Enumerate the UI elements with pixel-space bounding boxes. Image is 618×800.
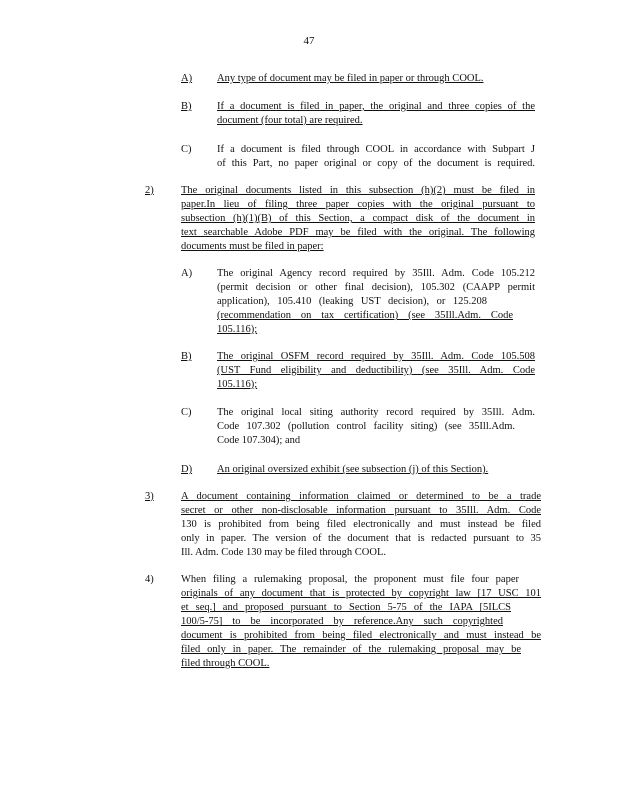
item-line: If a document is filed in paper, the original and three copies of the xyxy=(217,101,535,112)
item-line: et seq.] and proposed pursuant to Section 5-75 of the IAPA [5ILCS xyxy=(181,602,511,613)
list-item xyxy=(217,406,535,448)
item-label: A) xyxy=(181,268,193,279)
item-line: A document containing information claimed or determined to be a trade xyxy=(181,491,541,502)
item-label: 2) xyxy=(145,185,154,196)
item-line: of this Part, no paper original or copy of the document is required. xyxy=(217,158,535,169)
list-item xyxy=(217,350,535,392)
item-label: C) xyxy=(181,144,192,155)
item-label: D) xyxy=(181,464,193,475)
item-line: When filing a rulemaking proposal, the proponent must file four paper xyxy=(181,574,519,585)
item-label: A) xyxy=(181,73,193,84)
item-label: 4) xyxy=(145,574,154,585)
item-line: 105.116); xyxy=(217,324,258,335)
item-line: filed through COOL. xyxy=(181,658,270,669)
item-line: application), 105.410 (leaking UST decision), or 125.208 xyxy=(217,296,487,307)
item-line: (permit decision or other final decision), 105.302 (CAAPP permit xyxy=(217,282,535,293)
item-line: documents must be filed in paper: xyxy=(181,241,324,252)
list-item xyxy=(217,463,533,477)
item-line: document is prohibited from being filed electronically and must instead be xyxy=(181,630,541,641)
item-line: text searchable Adobe PDF may be filed with the original. The following xyxy=(181,227,535,238)
item-line: secret or other non-disclosable information pursuant to 35Ill. Adm. Code xyxy=(181,505,541,516)
item-line: originals of any document that is protected by copyright law [17 USC 101 xyxy=(181,588,541,599)
list-item xyxy=(181,490,541,560)
item-line: The original local siting authority record required by 35Ill. Adm. xyxy=(217,407,535,418)
list-item xyxy=(217,100,535,128)
item-line: 130 is prohibited from being filed electronically and must instead be filed xyxy=(181,519,541,530)
item-label: C) xyxy=(181,407,192,418)
item-label: B) xyxy=(181,351,192,362)
item-line: (recommendation on tax certification) (see 35Ill.Adm. Code xyxy=(217,310,513,321)
item-line: 105.116); xyxy=(217,379,258,390)
list-item xyxy=(181,573,541,671)
item-line: If a document is filed through COOL in accordance with Subpart J xyxy=(217,144,535,155)
item-line: The original documents listed in this subsection (h)(2) must be filed in xyxy=(181,185,535,196)
item-line: The original Agency record required by 35Ill. Adm. Code 105.212 xyxy=(217,268,535,279)
item-line: document (four total) are required. xyxy=(217,115,363,126)
item-line: filed only in paper. The remainder of the rulemaking proposal may be xyxy=(181,644,521,655)
item-line: (UST Fund eligibility and deductibility) (see 35Ill. Adm. Code xyxy=(217,365,535,376)
item-line: paper.In lieu of filing three paper copies with the original pursuant to xyxy=(181,199,535,210)
item-line: subsection (h)(1)(B) of this Section, a compact disk of the document in xyxy=(181,213,535,224)
item-line: Code 107.302 (pollution control facility siting) (see 35Ill.Adm. xyxy=(217,421,515,432)
list-item xyxy=(217,72,525,86)
item-line: Ill. Adm. Code 130 may be filed through COOL. xyxy=(181,547,387,558)
list-item xyxy=(217,267,535,337)
item-line: The original OSFM record required by 35Ill. Adm. Code 105.508 xyxy=(217,351,535,362)
list-item xyxy=(181,184,535,254)
item-line: 100/5-75] to be incorporated by reference.Any such copyrighted xyxy=(181,616,503,627)
page-number: 47 xyxy=(303,35,315,47)
item-line: only in paper. The version of the document that is redacted pursuant to 35 xyxy=(181,533,541,544)
item-label: 3) xyxy=(145,491,154,502)
item-label: B) xyxy=(181,101,192,112)
item-line: Any type of document may be filed in paper or through COOL. xyxy=(217,73,484,84)
item-line: Code 107.304); and xyxy=(217,435,301,446)
item-line: An original oversized exhibit (see subsection (j) of this Section). xyxy=(217,464,489,475)
list-item xyxy=(217,143,535,171)
